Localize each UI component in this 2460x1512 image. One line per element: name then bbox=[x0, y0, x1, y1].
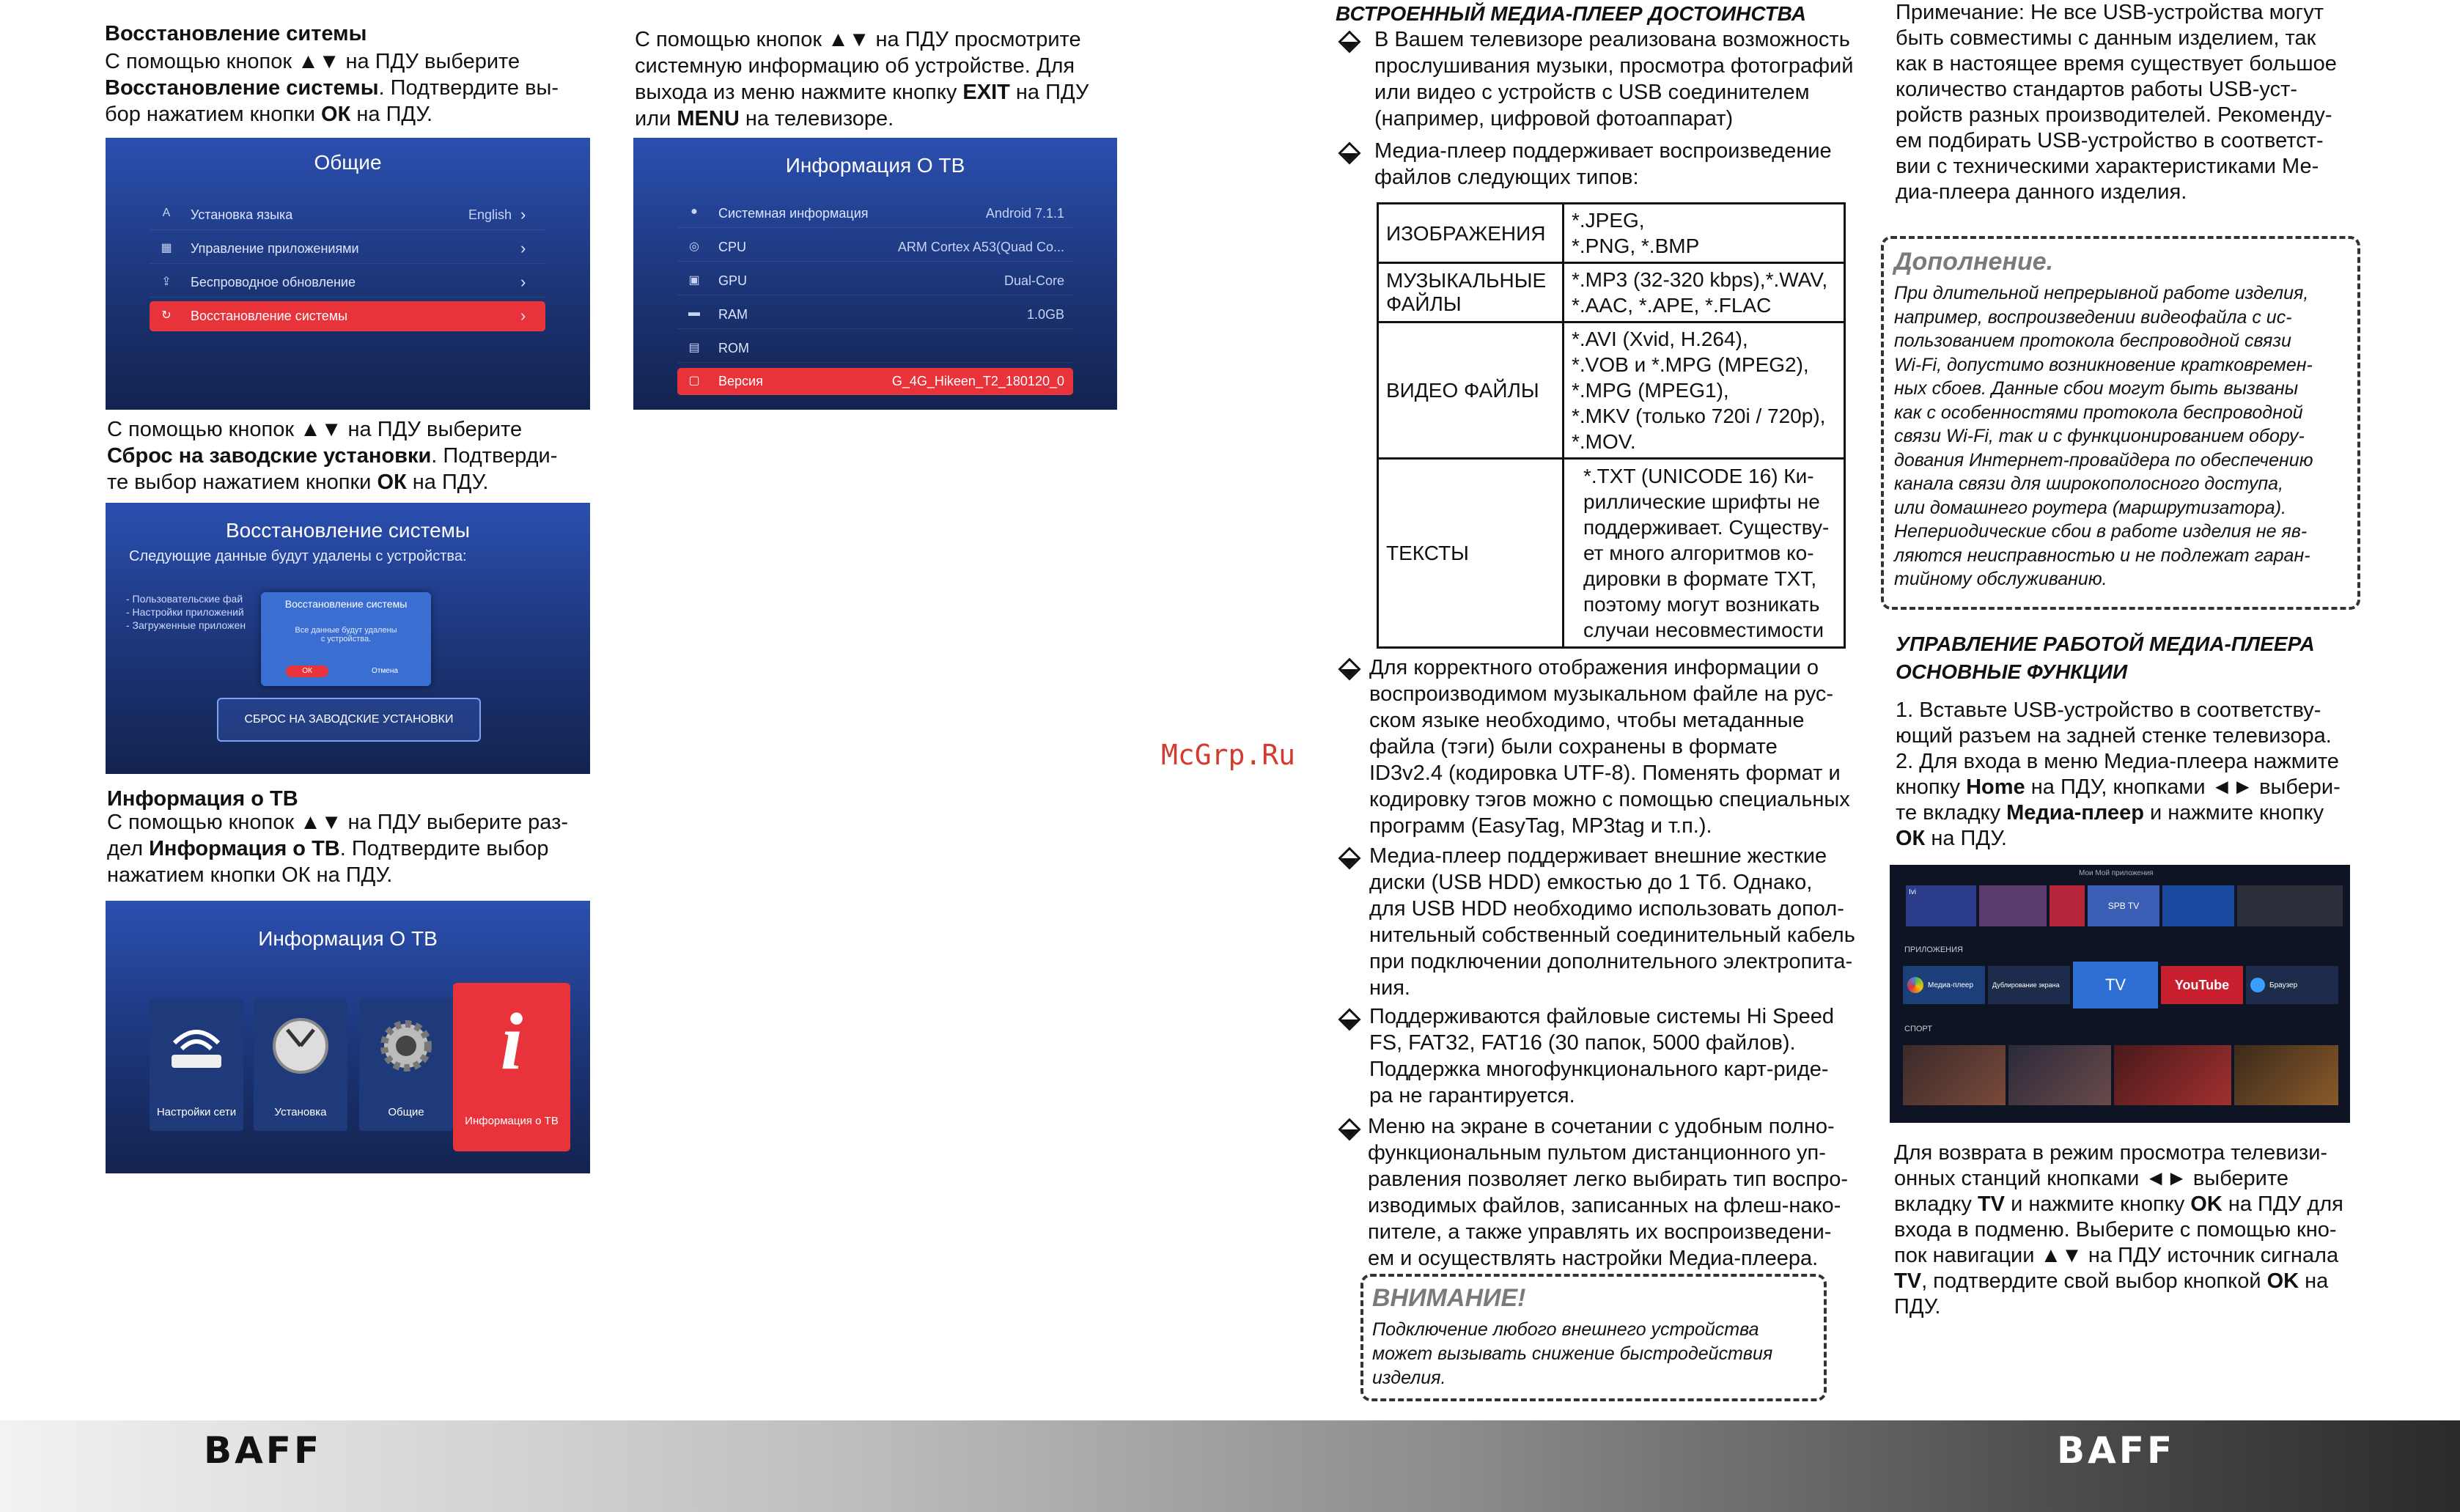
play-icon bbox=[1907, 977, 1923, 993]
screen-subtitle: Следующие данные будут удалены с устройства: bbox=[129, 548, 467, 564]
tile-top[interactable] bbox=[2162, 885, 2234, 926]
app-tv[interactable]: TV bbox=[2073, 962, 2158, 1008]
sport-label: СПОРТ bbox=[1904, 1025, 1932, 1033]
bullet-icon bbox=[1338, 30, 1360, 53]
chevron-right-icon: › bbox=[520, 205, 526, 224]
menu-row-language[interactable]: A Установка языка English › bbox=[150, 200, 545, 230]
table-cell-type: МУЗЫКАЛЬНЫЕ ФАЙЛЫ bbox=[1378, 263, 1564, 322]
grid-icon: ▦ bbox=[161, 242, 172, 254]
usb-note: Примечание: Не все USB-устройства могут быть совместимы с данным изделием, так как в настоящее время существует большое количество стандартов работы USB-уст- ройств разных производителей. Рекоменду- ем подбирать USB-устройство в соответст- вии с техническими характеристиками Ме- диа-плеера данного изделия. bbox=[1896, 1, 2337, 204]
info-row-system[interactable]: ● Системная информация Android 7.1.1 bbox=[677, 199, 1073, 228]
bullet-formats: Медиа-плеер поддерживает воспроизведение файлов следующих типов: bbox=[1374, 139, 1832, 189]
chevron-right-icon: › bbox=[520, 239, 526, 257]
bullet-icon bbox=[1338, 1118, 1360, 1140]
app-youtube[interactable]: YouTube bbox=[2161, 966, 2243, 1004]
gpu-icon: ▣ bbox=[688, 274, 700, 287]
menu-row-apps[interactable]: ▦ Управление приложениями › bbox=[150, 234, 545, 264]
app-screen-mirror[interactable]: Дублирование экрана bbox=[1988, 966, 2070, 1004]
tvinfo-title: Информация о ТВ bbox=[107, 787, 298, 811]
reset-instructions: С помощью кнопок ▲▼ на ПДУ выберите Сброс на заводские установки. Подтверди- те выбор нажатием кнопки ОК на ПДУ. bbox=[107, 418, 558, 494]
return-instructions: Для возврата в режим просмотра телевизи- онных станций кнопками ◄► выберите вкладку TV и нажмите кнопку OK на ПДУ для входа в подменю. Выберите с помощью кно- пок навигации ▲▼ на ПДУ источник сигнала TV, подтвердите свой выбор кнопкой OK на ПДУ. bbox=[1894, 1141, 2343, 1319]
android-icon: ● bbox=[691, 205, 698, 218]
chevron-right-icon: › bbox=[520, 306, 526, 325]
screen-title: Восстановление системы bbox=[225, 519, 471, 542]
app-browser[interactable]: Браузер bbox=[2246, 966, 2338, 1004]
system-info-screen bbox=[633, 138, 1117, 410]
addition-text: При длительной непрерывной работе изделия, например, воспроизведении видеофайла с ис- пользованием протокола беспроводной связи Wi-Fi, допустимо возникновение кратковремен- ных сбоев. Данные сбои могут быть вызваны как с особенностями протокола беспроводной связи Wi-Fi, так и с функционированием обору- дования Интернет-провайдера по обеспечению канала связи для широкополосного доступа, или домашнего роутера (маршрутизатора). Непериодические сбои в работе изделия не яв- ляются неисправностью и не подлежат гаран- тийному обслуживанию. bbox=[1894, 283, 2313, 589]
home-screen bbox=[1890, 865, 2350, 1123]
screen-title: Общие bbox=[314, 151, 382, 174]
addition-title: Дополнение. bbox=[1894, 248, 2054, 276]
home-top-label: Мои Мой приложения bbox=[2079, 869, 2154, 877]
formats-table bbox=[1377, 202, 1846, 649]
media-player-title: ВСТРОЕННЫЙ МЕДИА-ПЛЕЕР ДОСТОИНСТВА bbox=[1336, 2, 1807, 25]
tvinfo-instructions: С помощью кнопок ▲▼ на ПДУ выберите раз- дел Информация о ТВ. Подтвердите выбор нажатием кнопки ОК на ПДУ. bbox=[107, 811, 569, 887]
menu-row-restore[interactable]: ↻ Восстановление системы › bbox=[150, 301, 545, 331]
bullet-tags: Для корректного отображения информации о воспроизводимом музыкальном файле на рус- ском языке необходимо, чтобы метаданные файла (тэги) были сохранены в формате ID3v2.4 (кодировка UTF-8). Поменять формат и кодировку тэгов можно с помощью специальных программ (EasyTag, MP3tag и т.п.). bbox=[1369, 656, 1850, 838]
bullet-icon bbox=[1338, 847, 1360, 869]
bullet-usb: В Вашем телевизоре реализована возможность прослушивания музыки, просмотра фотографий или видео с устройств с USB соединителем (например, цифровой фотоаппарат) bbox=[1374, 28, 1854, 130]
data-list: - Пользовательские фай - Настройки приложений - Загруженные приложен bbox=[126, 593, 246, 631]
sport-tile[interactable] bbox=[1903, 1045, 2006, 1105]
info-row-gpu[interactable]: ▣ GPU Dual-Core bbox=[677, 267, 1073, 295]
cancel-button[interactable]: Отмена bbox=[372, 667, 398, 675]
control-steps: 1. Вставьте USB-устройство в соответству- ющий разъем на задней стенке телевизора. 2. Для входа в меню Медиа-плеера нажмите кнопку Home на ПДУ, кнопками ◄► выбери- те вкладку Медиа-плеер и нажмите кнопку ОК на ПДУ. bbox=[1896, 698, 2341, 850]
menu-row-update[interactable]: ⇪ Беспроводное обновление › bbox=[150, 268, 545, 298]
bullet-icon bbox=[1338, 141, 1360, 164]
tile-spbtv[interactable]: SPB TV bbox=[2088, 885, 2159, 926]
bullet-icon bbox=[1338, 657, 1360, 680]
info-row-version[interactable]: ▢ Версия G_4G_Hikeen_T2_180120_0 bbox=[677, 368, 1073, 395]
tile-ivi[interactable]: Ivi bbox=[1906, 885, 1976, 926]
table-cell-formats: *.JPEG, *.PNG, *.BMP bbox=[1564, 204, 1845, 263]
tile-network[interactable]: Настройки сети bbox=[150, 999, 243, 1131]
bullet-menu: Меню на экране в сочетании с удобным полно- функциональным пультом дистанционного уп- равления позволяет легко выбирать тип воспро- изводимых файлов, записанных на флеш-нако- пителе, а также управлять их воспроизведени- ем и осуществлять настройки Медиа-плеера. bbox=[1368, 1115, 1849, 1270]
chevron-right-icon: › bbox=[520, 273, 526, 291]
clock-icon bbox=[271, 1017, 330, 1075]
general-settings-screen bbox=[106, 138, 590, 410]
language-icon: A bbox=[162, 207, 171, 219]
table-cell-type: ТЕКСТЫ bbox=[1378, 459, 1564, 648]
tile-tv-info[interactable]: i Информация о ТВ bbox=[453, 983, 570, 1151]
table-cell-type: ИЗОБРАЖЕНИЯ bbox=[1378, 204, 1564, 263]
info-row-rom[interactable]: ▤ ROM bbox=[677, 334, 1073, 363]
screen-title: Информация О ТВ bbox=[785, 154, 965, 177]
table-cell-formats: *.AVI (Xvid, H.264), *.VOB и *.MPG (MPEG2), *.MPG (MPEG1), *.MKV (только 720i / 720p), *.MOV. bbox=[1564, 322, 1845, 459]
sport-tile[interactable] bbox=[2008, 1045, 2111, 1105]
table-cell-formats: *.MP3 (32-320 kbps),*.WAV, *.AAC, *.APE, *.FLAC bbox=[1564, 263, 1845, 322]
tile-top[interactable] bbox=[1979, 885, 2047, 926]
confirm-dialog: Восстановление системы Все данные будут удалены с устройства. ОК Отмена bbox=[261, 592, 431, 686]
ok-button[interactable]: ОК bbox=[286, 665, 328, 677]
update-icon: ⇪ bbox=[161, 276, 172, 288]
tile-top[interactable] bbox=[2237, 885, 2343, 926]
wifi-router-icon bbox=[167, 1021, 226, 1072]
restore-instructions: С помощью кнопок ▲▼ на ПДУ выберите Восстановление системы. Подтвердите вы- бор нажатием кнопки ОК на ПДУ. bbox=[105, 50, 559, 126]
rom-icon: ▤ bbox=[688, 342, 700, 354]
factory-reset-button[interactable]: СБРОС НА ЗАВОДСКИЕ УСТАНОВКИ bbox=[217, 698, 481, 742]
addition-box bbox=[1881, 236, 2360, 610]
tile-general[interactable]: Общие bbox=[359, 999, 453, 1131]
browser-icon bbox=[2250, 978, 2265, 992]
restore-icon: ↻ bbox=[161, 309, 172, 322]
warning-text: Подключение любого внешнего устройства может вызывать снижение быстродействия изделия. bbox=[1372, 1319, 1773, 1388]
warning-title: ВНИМАНИЕ! bbox=[1372, 1284, 1526, 1312]
tile-top[interactable] bbox=[2050, 885, 2085, 926]
version-icon: ▢ bbox=[688, 375, 700, 387]
baff-logo-right: BAFF bbox=[2057, 1429, 2176, 1472]
baff-logo-left: BAFF bbox=[204, 1429, 323, 1472]
info-row-cpu[interactable]: ◎ CPU ARM Cortex A53(Quad Co... bbox=[677, 233, 1073, 262]
restore-system-screen bbox=[106, 503, 590, 774]
info-row-ram[interactable]: ▬ RAM 1.0GB bbox=[677, 300, 1073, 329]
info-instructions: С помощью кнопок ▲▼ на ПДУ просмотрите системную информацию об устройстве. Для выхода из меню нажмите кнопку EXIT на ПДУ или MENU на телевизоре. bbox=[635, 28, 1089, 130]
sport-tile[interactable] bbox=[2234, 1045, 2338, 1105]
table-cell-formats: *.TXT (UNICODE 16) Ки- риллические шрифты не поддерживает. Существу- ет много алгоритмов ко- дировки в формате TXT, поэтому могут возникать случаи несовместимости bbox=[1564, 459, 1845, 648]
bullet-hdd: Медиа-плеер поддерживает внешние жесткие диски (USB HDD) емкостью до 1 Тб. Однако, для USB HDD необходимо использовать допол- нительный собственный соединительный кабель при подключении дополнительного электропита- ния. bbox=[1369, 844, 1855, 1000]
tv-info-tiles-screen bbox=[106, 901, 590, 1173]
table-cell-type: ВИДЕО ФАЙЛЫ bbox=[1378, 322, 1564, 459]
app-media-player[interactable]: Медиа-плеер bbox=[1903, 966, 1985, 1004]
gear-icon bbox=[377, 1017, 435, 1075]
warning-box bbox=[1360, 1274, 1827, 1401]
screen-title: Информация О ТВ bbox=[258, 927, 438, 950]
bullet-fs: Поддерживаются файловые системы Hi Speed FS, FAT32, FAT16 (30 папок, 5000 файлов). Поддержка многофункционального карт-риде- ра не гарантируется. bbox=[1369, 1005, 1834, 1107]
ram-icon: ▬ bbox=[688, 306, 700, 319]
bullet-icon bbox=[1338, 1008, 1360, 1030]
sport-tile[interactable] bbox=[2114, 1045, 2231, 1105]
control-title: УПРАВЛЕНИЕ РАБОТОЙ МЕДИА-ПЛЕЕРА ОСНОВНЫЕ ФУНКЦИИ bbox=[1896, 633, 2315, 683]
tile-setup[interactable]: Установка bbox=[254, 999, 347, 1131]
watermark: McGrp.Ru bbox=[1161, 739, 1296, 771]
restore-title: Восстановление ситемы bbox=[105, 22, 367, 45]
info-icon: i bbox=[500, 997, 523, 1086]
apps-label: ПРИЛОЖЕНИЯ bbox=[1904, 945, 1963, 954]
cpu-icon: ◎ bbox=[689, 240, 699, 253]
